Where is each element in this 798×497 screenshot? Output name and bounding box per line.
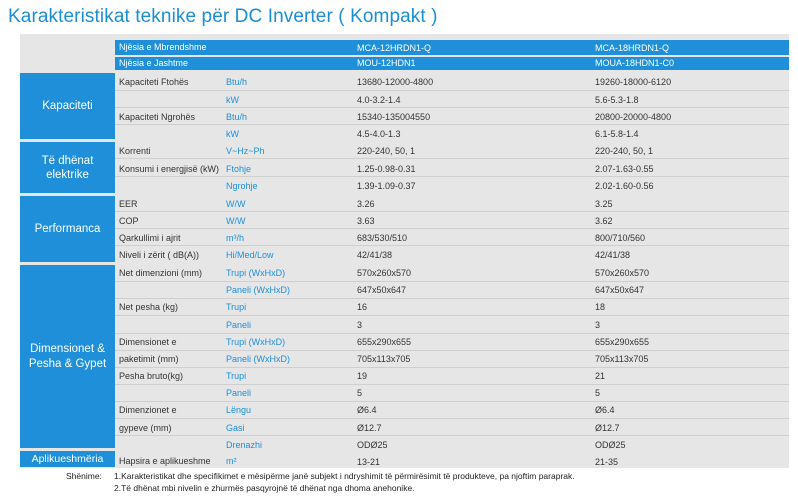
cooling-btu-model2: 19260-18000-6120	[595, 77, 672, 87]
row-divider	[115, 435, 789, 436]
airflow-unit: m³/h	[226, 233, 244, 243]
eer-label: EER	[119, 199, 138, 209]
gross-weight-panel-model2: 5	[595, 388, 601, 398]
gross-weight-unit-panel: Paneli	[226, 388, 252, 398]
power-cooling-model2: 2.07-1.63-0.55	[595, 164, 654, 174]
category-capacity: Kapaciteti	[20, 73, 115, 139]
note-2: 2.Të dhënat mbi nivelin e zhurmës pasqyrojnë të dhënat nga dhoma anehonike.	[114, 483, 415, 493]
gross-weight-label: Pesha bruto(kg)	[119, 371, 184, 381]
notes-label: Shënime:	[66, 471, 102, 481]
pipes-liquid-model2: Ø6.4	[595, 405, 615, 415]
power-label: Konsumi i energjisë (kW)	[119, 164, 220, 174]
heating-label: Kapaciteti Ngrohës	[119, 112, 196, 122]
row-divider	[115, 298, 789, 299]
noise-label: Niveli i zërit ( dB(A))	[119, 250, 200, 260]
cooling-unit-kw: kW	[226, 95, 239, 105]
net-weight-body-model2: 18	[595, 302, 606, 312]
net-dim-panel-model2: 647x50x647	[595, 285, 645, 295]
heating-btu-model2: 20800-20000-4800	[595, 112, 672, 122]
net-dim-unit-body: Trupi (WxHxD)	[226, 268, 286, 278]
noise-model1: 42/41/38	[357, 250, 393, 260]
eer-model2: 3.25	[595, 199, 613, 209]
heating-unit-kw: kW	[226, 129, 239, 139]
net-dim-label: Net dimenzioni (mm)	[119, 268, 203, 278]
row-divider	[115, 418, 789, 419]
row-divider	[115, 333, 789, 334]
net-weight-unit-panel: Paneli	[226, 320, 252, 330]
header-outdoor-model-2: MOUA-18HDN1-C0	[595, 58, 675, 68]
row-divider	[115, 176, 789, 177]
row-divider	[115, 350, 789, 351]
power-cooling-model1: 1.25-0.98-0.31	[357, 164, 416, 174]
row-divider	[115, 107, 789, 108]
category-electrical-text: Të dhënat elektrike	[41, 154, 94, 181]
row-divider	[115, 315, 789, 316]
pipes-unit-drain: Drenazhi	[226, 440, 263, 450]
net-dim-panel-model1: 647x50x647	[357, 285, 407, 295]
row-divider	[115, 384, 789, 385]
area-model1: 13-21	[357, 457, 381, 467]
area-label: Hapsira e aplikueshme	[119, 456, 211, 466]
header-outdoor-model-1: MOU-12HDN1	[357, 58, 416, 68]
airflow-label: Qarkullimi i ajrit	[119, 233, 181, 243]
area-model2: 21-35	[595, 457, 619, 467]
pack-dim-body-model1: 655x290x655	[357, 337, 412, 347]
row-divider	[115, 228, 789, 229]
current-unit: V~Hz~Ph	[226, 146, 265, 156]
page-title: Karakteristikat teknike për DC Inverter ( Kompakt )	[8, 6, 438, 27]
row-divider	[115, 124, 789, 125]
net-weight-body-model1: 16	[357, 302, 368, 312]
pack-dim-panel-model1: 705x113x705	[357, 354, 411, 364]
net-weight-unit-body: Trupi	[226, 302, 247, 312]
header-outdoor-band	[115, 57, 789, 70]
pack-dim-label-a: Dimensionet e	[119, 337, 177, 347]
heating-btu-model1: 15340-135004550	[357, 112, 431, 122]
power-unit-heating: Ngrohje	[226, 181, 258, 191]
pack-dim-unit-panel: Paneli (WxHxD)	[226, 354, 291, 364]
category-performance: Performanca	[20, 196, 115, 262]
current-model1: 220-240, 50, 1	[357, 146, 416, 156]
heating-unit-btu: Btu/h	[226, 112, 248, 122]
noise-unit: Hi/Med/Low	[226, 250, 274, 260]
note-1: 1.Karakteristikat dhe specifikimet e mësipërme janë subjekt i ndryshimit të përmirësimit të produkteve, pa njoftim paraprak.	[114, 471, 575, 481]
pipes-drain-model2: ODØ25	[595, 440, 626, 450]
pack-dim-label-b: paketimit (mm)	[119, 354, 179, 364]
airflow-model1: 683/530/510	[357, 233, 408, 243]
cooling-btu-model1: 13680-12000-4800	[357, 77, 434, 87]
category-dimensions	[20, 265, 115, 448]
gross-weight-panel-model1: 5	[357, 388, 363, 398]
header-indoor-label: Njësia e Mbrendshme	[119, 42, 207, 52]
header-indoor-model-2: MCA-18HRDN1-Q	[595, 43, 670, 53]
pipes-unit-liquid: Lëngu	[226, 405, 252, 415]
pipes-gas-model2: Ø12.7	[595, 423, 620, 433]
net-dim-unit-panel: Paneli (WxHxD)	[226, 285, 291, 295]
pipes-unit-gas: Gasi	[226, 423, 245, 433]
row-divider	[115, 281, 789, 282]
net-weight-label: Net pesha (kg)	[119, 302, 179, 312]
category-application: Aplikueshmëria	[20, 451, 115, 467]
cooling-unit-btu: Btu/h	[226, 77, 248, 87]
category-electrical	[20, 142, 115, 193]
row-divider	[115, 158, 789, 159]
heating-kw-model2: 6.1-5.8-1.4	[595, 129, 639, 139]
row-divider	[115, 245, 789, 246]
cop-label: COP	[119, 216, 139, 226]
net-weight-panel-model1: 3	[357, 320, 363, 330]
cooling-kw-model1: 4.0-3.2-1.4	[357, 95, 401, 105]
current-model2: 220-240, 50, 1	[595, 146, 654, 156]
row-divider	[115, 367, 789, 368]
noise-model2: 42/41/38	[595, 250, 631, 260]
current-label: Korrenti	[119, 146, 151, 156]
pack-dim-panel-model2: 705x113x705	[595, 354, 649, 364]
category-dimensions-text: Dimensionet & Pesha & Gypet	[28, 342, 107, 370]
power-heating-model1: 1.39-1.09-0.37	[357, 181, 416, 191]
net-dim-body-model1: 570x260x570	[357, 268, 412, 278]
gross-weight-body-model1: 19	[357, 371, 368, 381]
airflow-model2: 800/710/560	[595, 233, 646, 243]
cop-unit: W/W	[226, 216, 246, 226]
pipes-label-b: gypeve (mm)	[119, 423, 172, 433]
area-unit: m²	[226, 456, 237, 466]
pipes-drain-model1: ODØ25	[357, 440, 388, 450]
row-divider	[115, 211, 789, 212]
gross-weight-unit-body: Trupi	[226, 371, 247, 381]
pack-dim-body-model2: 655x290x655	[595, 337, 650, 347]
row-divider	[115, 90, 789, 91]
eer-model1: 3.26	[357, 199, 375, 209]
cooling-kw-model2: 5.6-5.3-1.8	[595, 95, 639, 105]
cop-model1: 3.63	[357, 216, 375, 226]
eer-unit: W/W	[226, 199, 246, 209]
header-indoor-band	[115, 40, 789, 55]
cop-model2: 3.62	[595, 216, 613, 226]
cooling-label: Kapaciteti Ftohës	[119, 77, 189, 87]
power-unit-cooling: Ftohje	[226, 164, 252, 174]
pipes-gas-model1: Ø12.7	[357, 423, 382, 433]
pipes-label-a: Dimenzionet e	[119, 405, 177, 415]
gross-weight-body-model2: 21	[595, 371, 606, 381]
heating-kw-model1: 4.5-4.0-1.3	[357, 129, 401, 139]
net-dim-body-model2: 570x260x570	[595, 268, 650, 278]
header-indoor-model-1: MCA-12HRDN1-Q	[357, 43, 432, 53]
power-heating-model2: 2.02-1.60-0.56	[595, 181, 654, 191]
row-divider	[115, 401, 789, 402]
header-outdoor-label: Njësia e Jashtme	[119, 58, 189, 68]
net-weight-panel-model2: 3	[595, 320, 601, 330]
pack-dim-unit-body: Trupi (WxHxD)	[226, 337, 286, 347]
pipes-liquid-model1: Ø6.4	[357, 405, 377, 415]
